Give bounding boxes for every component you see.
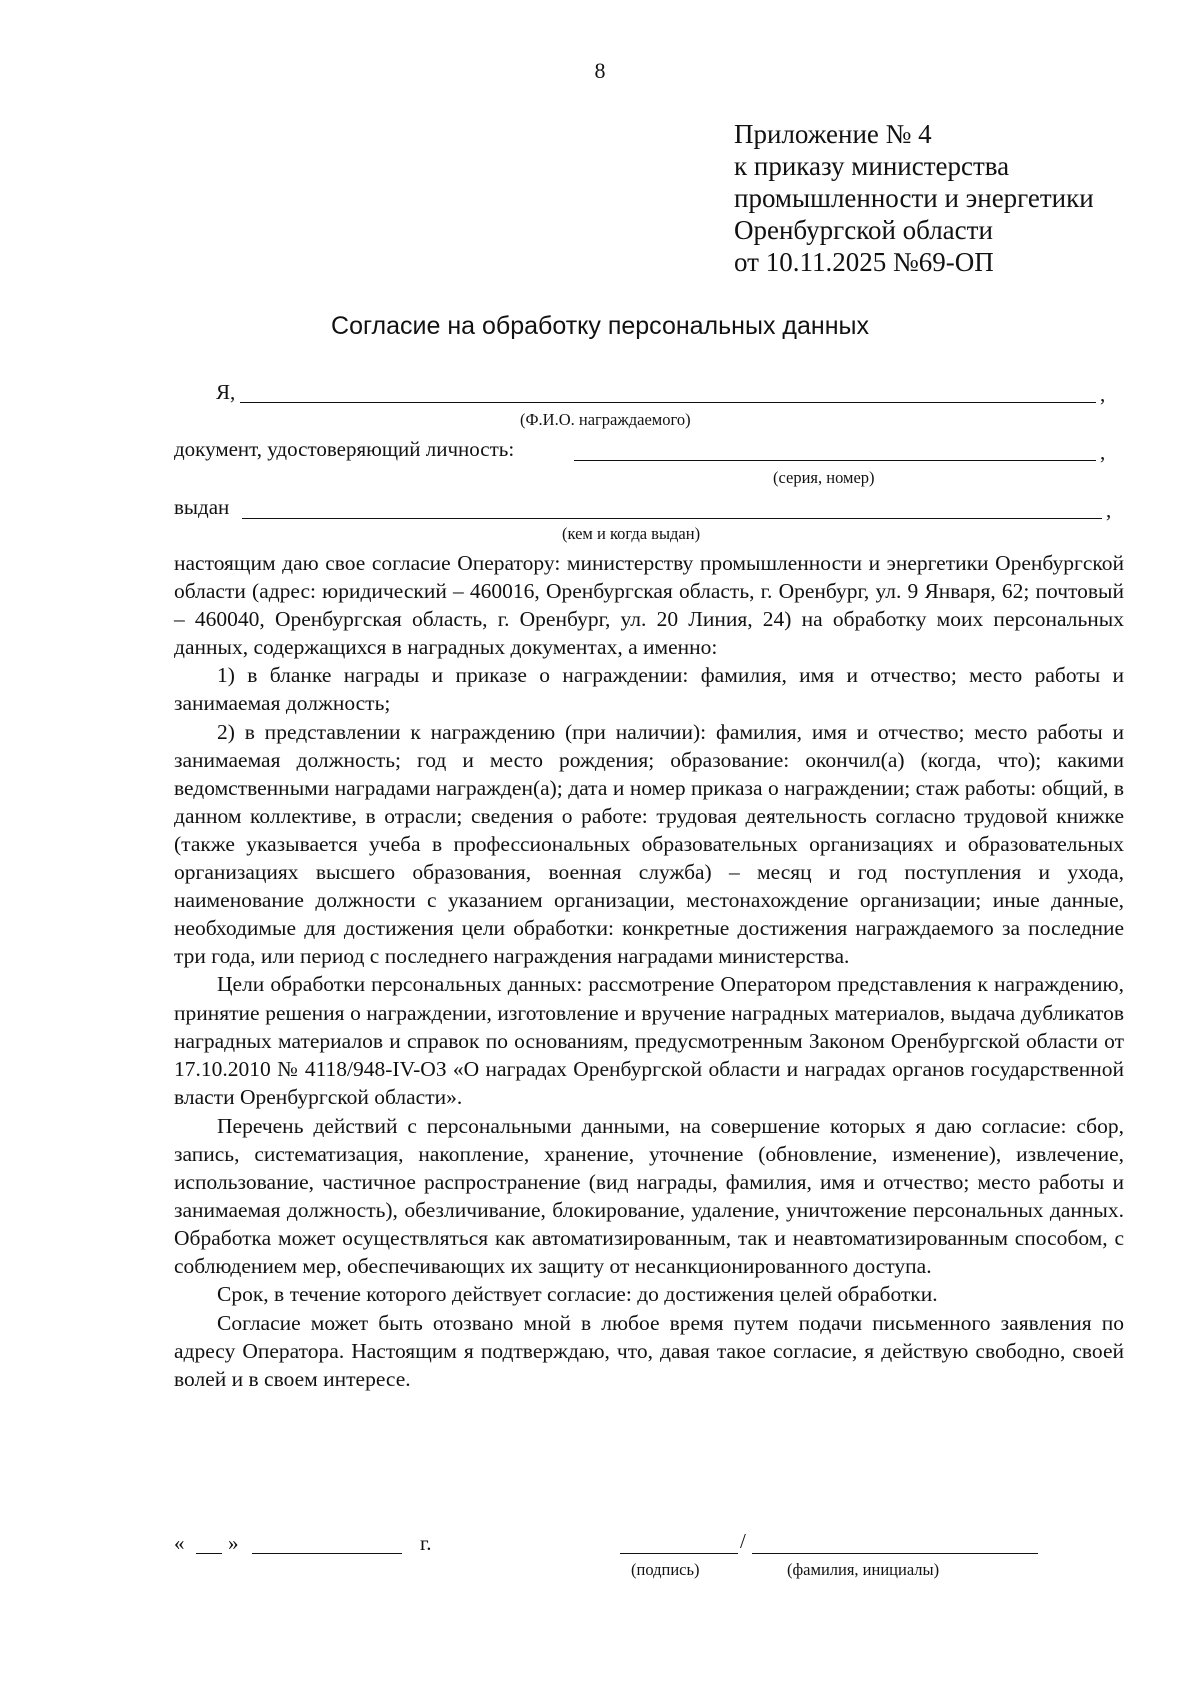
document-label: документ, удостоверяющий личность:: [174, 437, 515, 461]
name-prefix: Я,: [216, 380, 236, 404]
appendix-line: к приказу министерства: [734, 151, 1010, 181]
issued-field-line[interactable]: [242, 518, 1102, 519]
document-field-line[interactable]: [574, 460, 1096, 461]
signature-hint: (подпись): [631, 1560, 700, 1579]
quote-open: «: [174, 1531, 185, 1555]
day-field-line[interactable]: [196, 1553, 222, 1554]
name-hint: (Ф.И.О. награждаемого): [520, 410, 691, 429]
document-hint: (серия, номер): [773, 468, 875, 487]
signature-field-line[interactable]: [620, 1553, 738, 1554]
document-title: Согласие на обработку персональных данных: [331, 312, 869, 340]
issued-label: выдан: [174, 495, 230, 519]
comma: ,: [1106, 498, 1112, 522]
quote-close: »: [228, 1531, 239, 1555]
paragraph: 2) в представлении к награждению (при наличии): фамилия, имя и отчество; место работы и занимаемая должность; год и место рождения; образование: окончил(а) (когда, что); какими ведомственными наградами награжден(а); дата и номер приказа о награждении; стаж работы: общий, в данном коллективе, в отрасли; сведения о работе: трудовая деятельность согласно трудовой книжке (также указывается учеба в профессиональных образовательных организациях и образовательных организациях высшего образования, военная служба) – месяц и год поступления и ухода, наименование должности с указанием организации, местонахождение организации; иные данные, необходимые для достижения цели обработки: конкретные достижения награждаемого за последние три года, или период с последнего награждения наградами министерства.: [174, 719, 1124, 969]
appendix-line: Приложение № 4: [734, 119, 932, 149]
page-number: 8: [594, 58, 606, 83]
appendix-header: [734, 118, 1094, 278]
paragraph: Срок, в течение которого действует согласие: до достижения целей обработки.: [217, 1282, 938, 1307]
paragraph: 1) в бланке награды и приказе о награждении: фамилия, имя и отчество; место работы и занимаемая должность;: [174, 663, 1124, 716]
appendix-line: промышленности и энергетики: [734, 183, 1094, 213]
paragraph: настоящим даю свое согласие Оператору: министерству промышленности и энергетики Оренбургской области (адрес: юридический – 460016, Оренбургская область, г. Оренбург, ул. 9 Января, 62; почтовый – 460040, Оренбургская область, г. Оренбург, ул. 20 Линия, 24) на обработку моих персональных данных, содержащихся в наградных документах, а именно:: [174, 551, 1124, 660]
comma: ,: [1100, 382, 1106, 406]
slash: /: [740, 1529, 746, 1553]
paragraph: Согласие может быть отозвано мной в любое время путем подачи письменного заявления по адресу Оператора. Настоящим я подтверждаю, что, давая такое согласие, я действую свободно, своей волей и в своем интересе.: [174, 1310, 1124, 1391]
year-suffix: г.: [420, 1531, 432, 1555]
appendix-line: от 10.11.2025 №69-ОП: [734, 247, 994, 277]
initials-field-line[interactable]: [752, 1553, 1038, 1554]
initials-hint: (фамилия, инициалы): [787, 1560, 940, 1579]
comma: ,: [1100, 440, 1106, 464]
consent-body: [174, 549, 1124, 1393]
paragraph: Перечень действий с персональными данными, на совершение которых я даю согласие: сбор, запись, систематизация, накопление, хранение, уточнение (обновление, изменение), извлечение, использование, частичное распространение (вид награды, фамилия, имя и отчество; место работы и занимаемая должность), обезличивание, блокирование, удаление, уничтожение персональных данных. Обработка может осуществляться как автоматизированным, так и неавтоматизированным способом, с соблюдением мер, обеспечивающих их защиту от несанкционированного доступа.: [174, 1113, 1124, 1279]
paragraph: Цели обработки персональных данных: рассмотрение Оператором представления к награждению, принятие решения о награждении, изготовление и вручение наградных материалов, выдача дубликатов наградных материалов и справок по основаниям, предусмотренным Законом Оренбургской области от 17.10.2010 № 4118/948-IV-ОЗ «О наградах Оренбургской области и наградах органов государственной власти Оренбургской области».: [174, 972, 1124, 1109]
month-field-line[interactable]: [252, 1553, 402, 1554]
appendix-line: Оренбургской области: [734, 215, 993, 245]
name-field-line[interactable]: [240, 402, 1096, 403]
issued-hint: (кем и когда выдан): [562, 524, 701, 543]
